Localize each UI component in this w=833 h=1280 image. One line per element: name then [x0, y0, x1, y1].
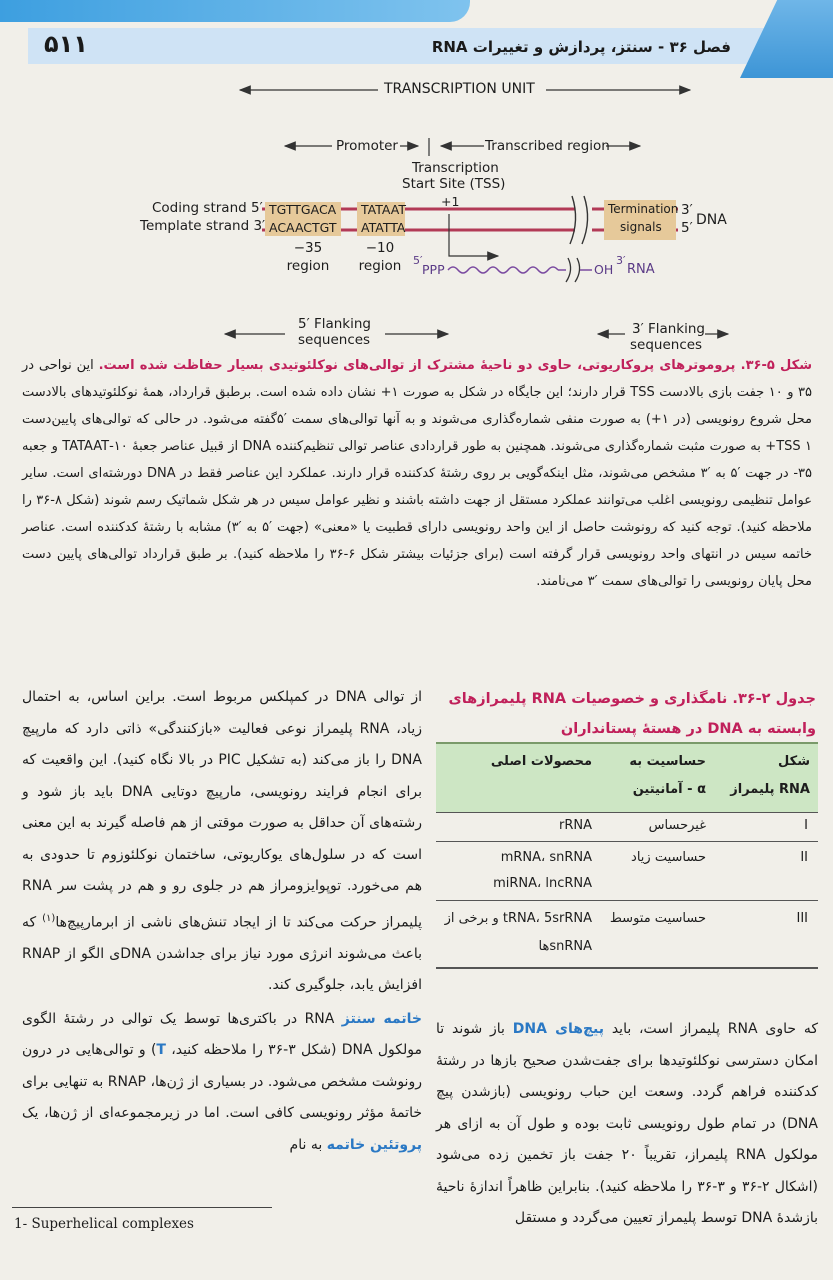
header-products: محصولات اصلی	[490, 754, 592, 769]
paragraph-text: RNA در باکتری‌ها توسط یک توالی در رشتهٔ الگوی مولکول DNA (شکل ۳-۳۶ را ملاحظه کنید،	[22, 1010, 422, 1059]
row-form: I	[804, 818, 808, 833]
promoter-figure	[0, 78, 833, 358]
box10-top-seq: TATAAT	[361, 202, 407, 217]
term-termination-protein: پروتئین خاتمه	[326, 1136, 422, 1153]
rna-3-label: 3′	[616, 254, 626, 267]
termination-line2: signals	[620, 220, 662, 234]
row-products: tRNA، 5srRNA و برخی از	[444, 911, 592, 926]
paragraph-text: که باعث می‌شوند انرژی مورد نیاز برای جداشدن DNAی الگو از RNAP افزایش یابد، جلوگیری کند.	[22, 914, 422, 994]
tss-line2: Start Site (TSS)	[402, 176, 506, 192]
minus35-line2: region	[286, 258, 330, 274]
header-form-line1: شکل	[778, 754, 810, 769]
end3-label: 3′	[681, 202, 693, 218]
chapter-title: فصل ۳۶ - سنتز، پردازش و تغییرات RNA	[431, 38, 731, 56]
minus10-line1: −10	[365, 240, 395, 256]
footnote-ref: (۱)	[42, 912, 56, 924]
row-products: snRNAها	[538, 939, 592, 954]
header-form-line2: RNA پلیمراز	[730, 782, 810, 797]
header-tab	[0, 0, 470, 22]
footnote-divider	[12, 1207, 272, 1208]
tss-line1: Transcription	[412, 160, 499, 176]
caption-title: شکل ۵-۳۶. پروموترهای پروکاریوتی، حاوی دو ناحیهٔ مشترک از توالی‌های نوکلئوتیدی بسیار حفاظت شده است.	[98, 358, 812, 373]
page-header	[0, 0, 833, 78]
tss-arrow	[449, 214, 498, 256]
table-row	[436, 900, 818, 969]
text-column-left	[22, 682, 422, 1161]
term-dna-turns: پیچ‌های DNA	[512, 1021, 605, 1037]
text-column-right	[436, 1014, 818, 1235]
row-sensitivity: حساسیت متوسط	[609, 911, 706, 926]
break-mark-2	[582, 196, 588, 244]
header-sensitivity-line1: حساسیت به	[629, 754, 706, 769]
paragraph-topoisomerase	[22, 682, 422, 1002]
polymerase-table	[436, 742, 818, 969]
paragraph-text: ) و توالی‌هایی در درون رونوشت مشخص می‌شود. در بسیاری از ژن‌ها، RNAP به تنهایی برای خاتمهٔ مؤثر رونویسی کافی است. اما در زیرمجموعه‌ای از ژن‌ها، یک	[22, 1042, 422, 1122]
rna-label: RNA	[627, 262, 655, 277]
transcription-unit-label: TRANSCRIPTION UNIT	[384, 81, 535, 97]
table-row	[436, 812, 818, 841]
break-mark-1	[570, 196, 576, 244]
oh-label: OH	[594, 262, 614, 277]
paragraph-text: باز شوند تا امکان دسترسی نوکلئوتیدها برای جفت‌شدن صحیح بازها در رشتهٔ کدکننده فراهم گردد. وسعت این حباب رونویسی (بازشدن پیچ DNA) در تمام طول رونویسی ثابت بوده و طول آن به ازای هر مولکول RNA پلیمراز، تقریباً ۲۰ جفت باز تخمین زده می‌شود (اشکال ۲-۳۶ و ۳-۳۶ را ملاحظه کنید). بنابراین ظاهراً اندازهٔ ناحیهٔ بازشدهٔ DNA توسط پلیمراز تعیین می‌گردد و مستقل	[436, 1021, 818, 1226]
header-sensitivity-line2: α - آمانیتین	[632, 782, 706, 797]
row-products: mRNA، snRNA	[500, 850, 592, 865]
table-title: جدول ۲-۳۶. نامگذاری و خصوصیات RNA پلیمرازهای وابسته به DNA در هستهٔ پستانداران	[448, 691, 816, 737]
paragraph-text: به نام	[289, 1136, 327, 1153]
row-sensitivity: غیرحساس	[648, 818, 706, 833]
coding-strand-label: Coding strand 5′	[152, 200, 263, 216]
dna-label: DNA	[696, 212, 727, 228]
plus-one-label: +1	[441, 194, 460, 209]
row-sensitivity: حساسیت زیاد	[631, 850, 706, 865]
rna-squiggle	[448, 267, 558, 273]
end5-label: 5′	[681, 220, 693, 236]
caption-body: این نواحی در ۳۵ و ۱۰ جفت بازی بالادست TSS قرار دارند؛ این جایگاه در شکل به صورت ۱+ نشان داده شده است. برطبق قرارداد، همهٔ نوکلئوتیدهای بالادست محل شروع رونویسی (در ۱+) به صورت منفی شماره‌گذاری می‌شوند و به آنها توالی‌های سمت ′۵گفته می‌شود. در حالی که توالی‌های پایین‌دست TSS ۱+ به صورت مثبت شماره‌گذاری می‌شوند. همچنین به طور قراردادی عناصر توالی تنظیم‌کننده DNA از قبیل عناصر جعبهٔ ۱۰-TATAAT و جعبه ۳۵- در جهت ′۵ به ′۳ مشخص می‌شوند، مثل اینکه‌گویی بر روی رشتهٔ کدکننده قرار دارند. عملکرد این عناصر فقط در DNA دورشته‌ای است. سایر عوامل تنظیمی رونویسی اغلب می‌توانند عملکرد مستقل از جهت داشته باشند و نظیر عوامل سیس در هر شکل شماتیک رسم شوند (شکل ۸-۳۶ را ملاحظه کنید). توجه کنید که رونوشت حاصل از این واحد رونویسی دارای قطبیت یا «معنی» (جهت ′۵ به ′۳) مشابه با رشتهٔ کدکننده است. عناصر خاتمه سیس در انتهای واحد رونویسی قرار گرفته است (برای جزئیات بیشتر شکل ۶-۳۶ را ملاحظه کنید). بر طبق قرارداد توالی‌های پایین دست محل پایان رونویسی را توالی‌های سمت ′۳ می‌نامند.	[22, 358, 813, 589]
row-products: miRNA، lncRNA	[493, 876, 592, 891]
paragraph-text: از توالی DNA در کمپلکس مربوط است. براین اساس، به احتمال زیاد، RNA پلیمراز نوعی فعالیت «بازکنندگی» ذاتی دارد که مارپیچ DNA را باز می‌کند (به تشکیل PIC در بالا نگاه کنید). این واقعیت که برای انجام فرایند رونویسی، مارپیچ دوتایی DNA باید باز شود و رشته‌های آن حداقل به صورت موقتی از هم فاصله گیرند به این معنی است که در سلول‌های یوکاریوتی، ساختمان نوکلئوزوم تا حدودی به هم می‌خورد. توپوایزومراز هم در جلوی رو و هم در پشت سر RNA پلیمراز حرکت می‌کند تا از ایجاد تنش‌های ناشی از ابرمارپیچ‌ها	[22, 689, 422, 931]
paragraph-dna-unwinding	[436, 1014, 818, 1235]
flank3-line1: 3′ Flanking	[632, 321, 705, 337]
paragraph-termination	[22, 1004, 422, 1162]
figure-caption	[22, 352, 812, 595]
transcribed-region-label: Transcribed region	[485, 138, 610, 154]
row-form: II	[800, 850, 808, 865]
flank5-line2: sequences	[298, 332, 371, 348]
page-number: ۵۱۱	[44, 30, 88, 58]
table-header	[436, 742, 818, 812]
promoter-label: Promoter	[336, 138, 398, 154]
footnote: 1- Superhelical complexes	[14, 1216, 194, 1232]
minus10-line2: region	[358, 258, 402, 274]
ppp-label: PPP	[422, 262, 445, 277]
flank3-line2: sequences	[630, 337, 703, 353]
minus35-line1: −35	[293, 240, 323, 256]
termination-line1: Termination	[608, 202, 679, 216]
row-products: rRNA	[559, 818, 592, 833]
box10-bottom-seq: ATATTA	[361, 220, 406, 235]
box35-top-seq: TGTTGACA	[269, 202, 337, 217]
term-termination-synthesis: خاتمه سنتز	[341, 1010, 422, 1027]
table-row	[436, 841, 818, 900]
template-strand-label: Template strand 3′	[140, 218, 266, 234]
paragraph-text: که حاوی RNA پلیمراز است، باید	[604, 1021, 818, 1037]
row-form: III	[796, 911, 808, 926]
flank5-line1: 5′ Flanking	[298, 316, 371, 332]
rna-5-label: 5′	[413, 254, 423, 267]
box35-bottom-seq: ACAACTGT	[269, 220, 337, 235]
term-t: T	[156, 1042, 166, 1059]
